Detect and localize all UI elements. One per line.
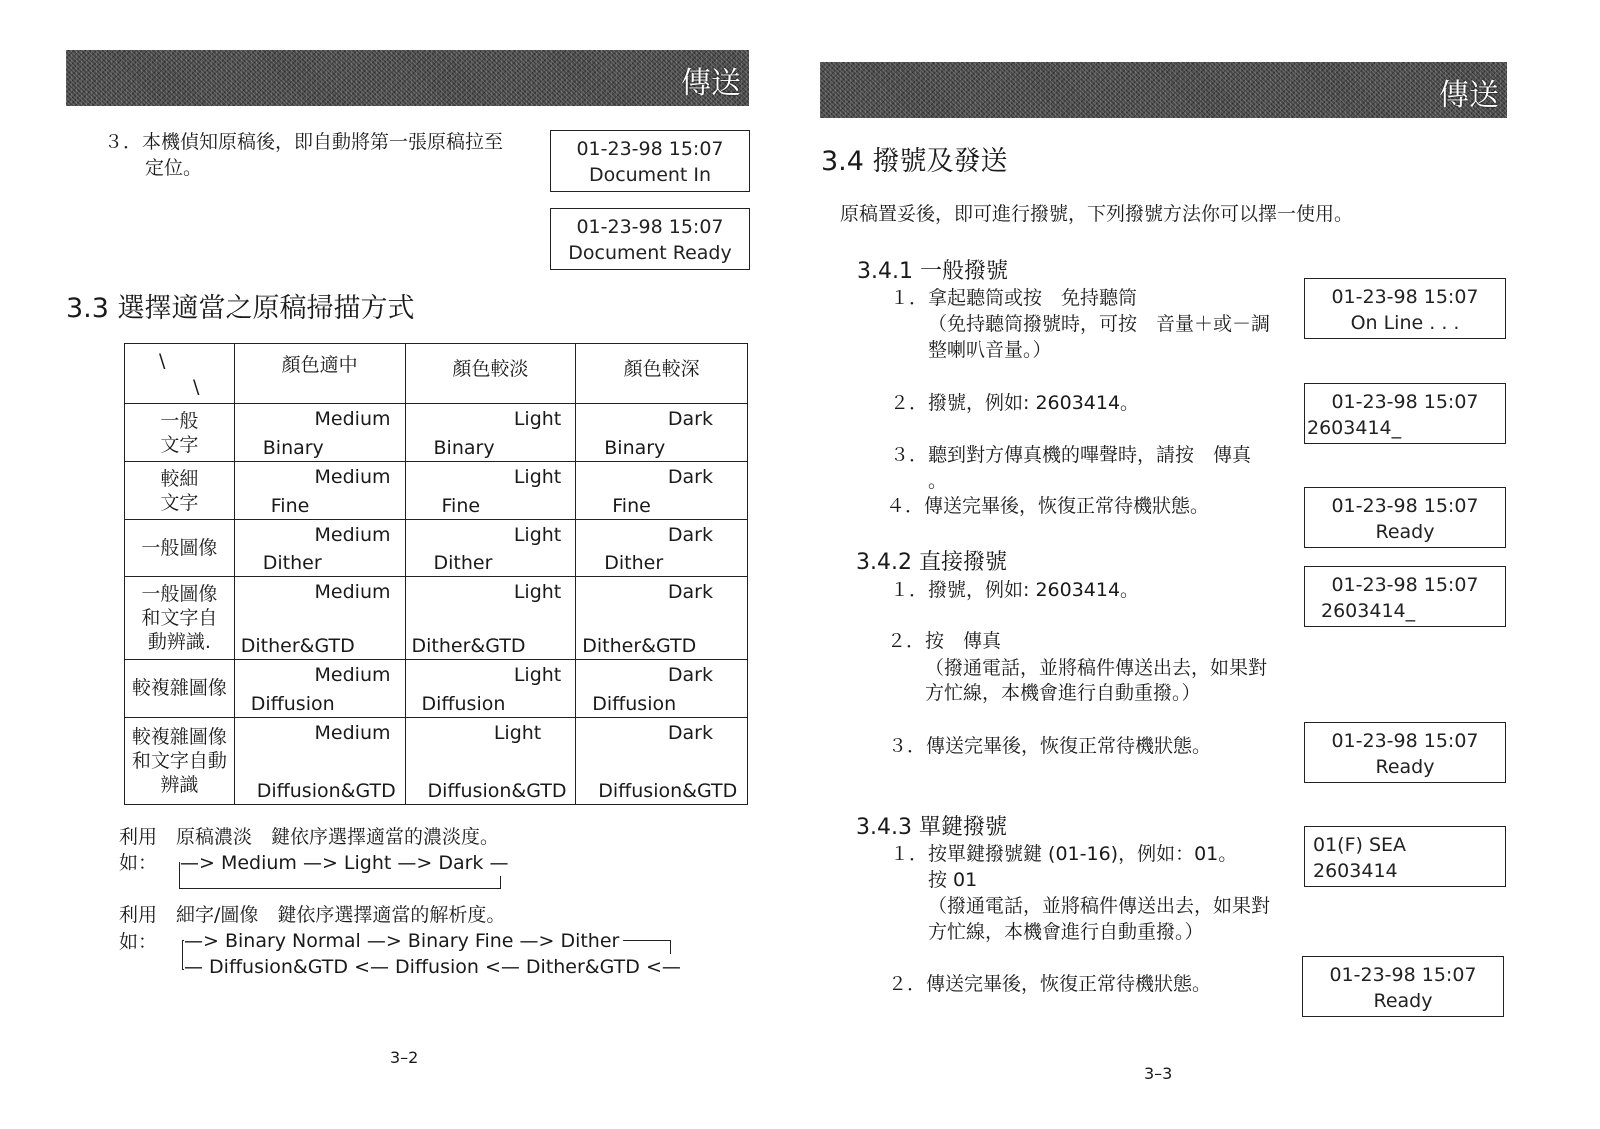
- cell-top-text: Medium: [314, 408, 391, 431]
- subsection-title-3-4-1: 3.4.1 一般撥號: [857, 259, 1008, 284]
- lcd-line1: 01-23-98 15:07: [1331, 286, 1479, 308]
- cell-bottom-text: Fine: [612, 495, 651, 518]
- table-row: [125, 404, 748, 462]
- table-cell: [234, 462, 405, 520]
- table-cell: [576, 659, 748, 717]
- page-number-left: 3–2: [390, 1048, 419, 1067]
- cell-top-text: Medium: [314, 721, 391, 744]
- table-cell: [576, 717, 748, 804]
- lcd-dial-number: [1304, 566, 1506, 627]
- lcd-line2: 2603414_: [1307, 417, 1402, 439]
- lcd-document-ready: [550, 208, 750, 270]
- example-label: 如：: [119, 931, 158, 953]
- table-cell: [405, 404, 576, 462]
- cell-bottom-text: Diffusion: [421, 692, 506, 715]
- table-cell: [405, 520, 576, 577]
- table-cell: [234, 659, 405, 717]
- cell-bottom-text: Fine: [270, 495, 310, 518]
- table-cell: [576, 404, 748, 462]
- table-cell: [405, 717, 576, 804]
- lcd-line1: 01-23-98 15:07: [576, 138, 724, 160]
- row-label: 一般圖像: [125, 520, 235, 577]
- row-label: 較細 文字: [125, 462, 235, 520]
- resolution-flow-top: —> Binary Normal —> Binary Fine —> Dither: [184, 928, 623, 954]
- lcd-dial-number: [1304, 383, 1506, 444]
- cell-bottom-text: Dither: [433, 552, 493, 575]
- cell-top-text: Dark: [667, 581, 713, 604]
- page-number-right: 3–3: [1144, 1064, 1173, 1083]
- subsection-title-3-4-2: 3.4.2 直接撥號: [856, 550, 1007, 575]
- cell-bottom-text: Dither&GTD: [240, 634, 355, 657]
- cell-top-text: Dark: [667, 408, 713, 431]
- row-label: 一般圖像 和文字自 動辨識.: [125, 577, 235, 659]
- resolution-flow-bottom: — Diffusion&GTD <— Diffusion <— Dither&GTD <—: [184, 956, 681, 978]
- density-flow-text: —> Medium —> Light —> Dark —: [180, 852, 509, 874]
- lcd-line1: 01-23-98 15:07: [1331, 391, 1479, 413]
- cell-top-text: Light: [513, 466, 562, 489]
- lcd-line2: 2603414_: [1321, 600, 1416, 622]
- cell-top-text: Dark: [667, 721, 713, 744]
- cell-bottom-text: Binary: [262, 437, 324, 460]
- s342-step2-line1: ２．按 傳真: [887, 630, 1002, 652]
- lcd-line2: Ready: [1373, 990, 1433, 1012]
- left-banner-title: 傳送: [681, 66, 741, 101]
- table-row: [125, 462, 748, 520]
- cell-bottom-text: Diffusion&GTD: [256, 780, 396, 802]
- section-title-3-4: 3.4 撥號及發送: [821, 146, 1008, 177]
- s342-step1: １．撥號，例如: 2603414。: [890, 579, 1140, 601]
- row-label: 一般 文字: [125, 404, 235, 462]
- section-title-3-3: 3.3 選擇適當之原稿掃描方式: [66, 293, 415, 324]
- cell-bottom-text: Dither: [262, 552, 322, 575]
- column-header: 顏色較深: [576, 344, 748, 404]
- cell-bottom-text: Dither&GTD: [411, 634, 526, 657]
- column-header: 顏色較淡: [405, 344, 576, 404]
- s341-step1-line1: １．拿起聽筒或按 免持聽筒: [890, 287, 1138, 309]
- cell-top-text: Light: [513, 524, 562, 547]
- row-label: 較複雜圖像: [125, 659, 235, 717]
- s342-step3: ３．傳送完畢後，恢復正常待機狀態。: [888, 735, 1212, 757]
- s341-step2: ２．撥號，例如: 2603414。: [890, 392, 1140, 414]
- s343-step1-line3: （撥通電話，並將稿件傳送出去，如果對: [928, 895, 1271, 917]
- table-cell: [576, 520, 748, 577]
- usage-density-text: 利用 原稿濃淡 鍵依序選擇適當的濃淡度。: [119, 826, 500, 848]
- row-label: 較複雜圖像 和文字自動 辨識: [125, 717, 235, 804]
- table-cell: [576, 462, 748, 520]
- s341-step3-line1: ３．聽到對方傳真機的嗶聲時，請按 傳真: [890, 444, 1252, 466]
- cell-bottom-text: Binary: [433, 437, 495, 460]
- s342-step2-line3: 方忙線，本機會進行自動重撥。）: [925, 682, 1201, 704]
- example-label: 如：: [119, 852, 158, 874]
- s341-step3-line2: 。: [928, 470, 948, 492]
- cell-top-text: Light: [513, 663, 562, 686]
- subsection-title-3-4-3: 3.4.3 單鍵撥號: [856, 815, 1007, 840]
- cell-top-text: Medium: [314, 524, 391, 547]
- lcd-ready: [1302, 956, 1504, 1017]
- s343-step1-line1: １．按單鍵撥號鍵 (01-16)，例如：01。: [890, 843, 1238, 865]
- cell-top-text: Light: [493, 721, 542, 744]
- s341-step1-line2: （免持聽筒撥號時，可按 音量＋或－調: [928, 313, 1271, 335]
- cell-bottom-text: Dither: [604, 552, 664, 575]
- lcd-line2: 2603414: [1313, 860, 1398, 882]
- column-header: 顏色適中: [234, 344, 405, 404]
- lcd-line1: 01-23-98 15:07: [1331, 495, 1479, 517]
- cell-bottom-text: Diffusion&GTD: [427, 780, 567, 802]
- cell-top-text: Medium: [314, 581, 391, 604]
- table-row: [125, 659, 748, 717]
- lcd-line1: 01-23-98 15:07: [1331, 730, 1479, 752]
- lcd-on-line: [1304, 278, 1506, 339]
- s341-step1-line3: 整喇叭音量。）: [928, 339, 1052, 361]
- cell-bottom-text: Diffusion&GTD: [598, 780, 738, 802]
- intro-text: 原稿置妥後，即可進行撥號，下列撥號方法你可以擇一使用。: [840, 203, 1354, 225]
- s343-step2: ２．傳送完畢後，恢復正常待機狀態。: [888, 973, 1212, 995]
- lcd-ready: [1304, 722, 1506, 783]
- right-banner-title: 傳送: [1439, 78, 1499, 113]
- lcd-ready: [1304, 487, 1506, 548]
- cell-top-text: Medium: [314, 663, 391, 686]
- usage-resolution-text: 利用 細字/圖像 鍵依序選擇適當的解析度。: [119, 904, 506, 926]
- table-cell: [405, 462, 576, 520]
- lcd-line2: Document In: [588, 164, 712, 186]
- table-cell: [576, 577, 748, 659]
- lcd-line2: Ready: [1375, 756, 1435, 778]
- table-corner-cell: [125, 344, 235, 404]
- cell-top-text: Medium: [314, 466, 391, 489]
- lcd-line1: 01-23-98 15:07: [1331, 574, 1479, 596]
- lcd-line1: 01-23-98 15:07: [1329, 964, 1477, 986]
- cell-top-text: Light: [513, 408, 562, 431]
- cell-top-text: Dark: [667, 466, 713, 489]
- table-row: [125, 520, 748, 577]
- corner-mark: \: [193, 376, 200, 398]
- table-row: [125, 717, 748, 804]
- lcd-line2: Ready: [1375, 521, 1435, 543]
- table-cell: [234, 520, 405, 577]
- cell-bottom-text: Binary: [604, 437, 666, 460]
- s341-step4: ４．傳送完畢後，恢復正常待機狀態。: [886, 495, 1210, 517]
- right-header-banner: [820, 62, 1507, 118]
- s342-step2-line2: （撥通電話，並將稿件傳送出去，如果對: [925, 657, 1268, 679]
- cell-bottom-text: Diffusion: [250, 692, 335, 715]
- cell-top-text: Dark: [667, 663, 713, 686]
- cell-bottom-text: Diffusion: [592, 692, 677, 715]
- step3-line1: ３．本機偵知原稿後，即自動將第一張原稿拉至: [104, 131, 504, 153]
- step3-line2: 定位。: [145, 157, 203, 179]
- s343-step1-line2: 按 01: [928, 869, 978, 891]
- cell-bottom-text: Fine: [441, 495, 481, 518]
- corner-mark: \: [159, 350, 166, 372]
- table-row: [125, 577, 748, 659]
- table-cell: [234, 717, 405, 804]
- table-header-row: [125, 344, 748, 404]
- s343-step1-line4: 方忙線，本機會進行自動重撥。）: [928, 921, 1204, 943]
- table-cell: [405, 659, 576, 717]
- lcd-line2: Document Ready: [568, 242, 732, 264]
- lcd-line2: On Line . . .: [1350, 312, 1460, 334]
- table-cell: [234, 404, 405, 462]
- table-cell: [234, 577, 405, 659]
- left-header-banner: [66, 50, 749, 106]
- lcd-one-touch: [1304, 826, 1506, 887]
- scan-mode-table: [124, 343, 748, 805]
- cell-top-text: Dark: [667, 524, 713, 547]
- table-cell: [405, 577, 576, 659]
- lcd-document-in: [550, 130, 750, 192]
- cell-top-text: Light: [513, 581, 562, 604]
- cell-bottom-text: Dither&GTD: [582, 634, 697, 657]
- lcd-line1: 01(F) SEA: [1313, 834, 1407, 856]
- lcd-line1: 01-23-98 15:07: [576, 216, 724, 238]
